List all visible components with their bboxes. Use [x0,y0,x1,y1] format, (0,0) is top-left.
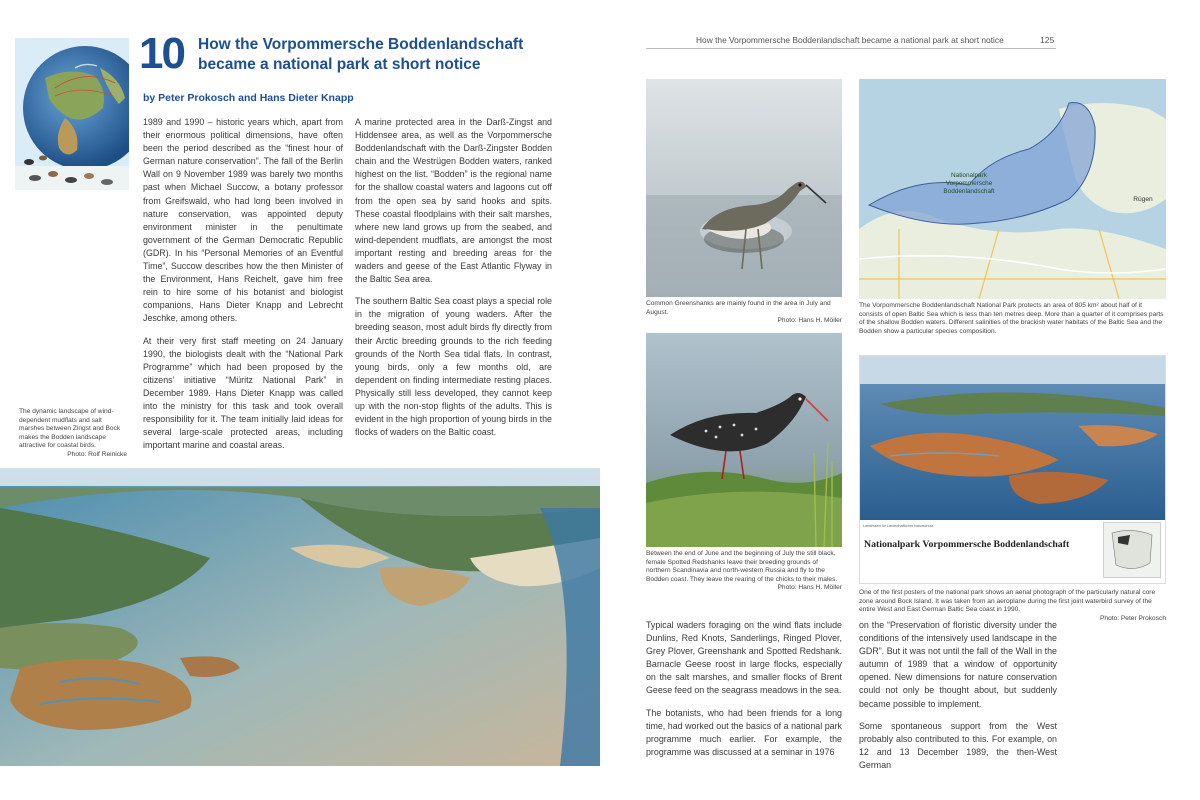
caption-text: The Vorpommersche Boddenlandschaft National Park protects an area of 805 km² about half of it consists of open Baltic Sea which is less than ten metres deep. More than a quarter of it comprises parts of the shallow Bodden waters. Different salinities of the brackish water habitats of the Baltic Sea and the Bodden show a particular species composition. [859,302,1164,335]
poster-title: Nationalpark Vorpommersche Boddenlandschaft [864,539,1070,550]
caption-credit: Photo: Hans H. Möller [777,584,842,592]
chapter-title-line2: became a national park at short notice [198,56,481,73]
chapter-number: 10 [139,29,184,78]
map-label-rugen: Rügen [1133,196,1153,203]
paragraph: Typical waders foraging on the wind flats include Dunlins, Red Knots, Sanderlings, Ringed Plover, Grey Plover, Greenshank and Spotted Redshank. Barnacle Geese roost in large flocks, especially on the salt marshes, and smaller flocks of Brent Geese feed on the seagrass meadows in the sea. [646,620,842,696]
paragraph: The botanists, who had been friends for a long time, had worked out the basics of a national park programme much earlier. For example, the programme was discussed at a seminar in 1976 [646,707,842,757]
caption-text: One of the first posters of the national park shows an aerial photograph of the particularly natural core zone around Bock Island. It was taken from an aeroplane during the first joint waterbird survey of the entire West and East German Baltic Sea coast in 1990. [859,589,1156,614]
caption-text: Between the end of June and the beginning of July the still black, female Spotted Redshanks leave their breeding grounds of northern Scandinavia and north-western Russia and fly to the Bodden coast. They leave the rearing of the chicks to their males. [646,550,838,583]
caption-greenshank [646,300,842,326]
running-header-rule [646,48,1056,49]
page-number: 125 [1040,35,1055,45]
paragraph: on the “Preservation of floristic diversity under the conditions of the intensively used landscape in the GDR”. But it was not until the fall of the Wall in the autumn of 1989 that a window of opportunity opened. New dimensions for nature conservation could not only be thought about, but suddenly became possible to implement. [859,620,1057,709]
caption-spotted-redshank [646,550,842,593]
greenshank-photo [646,79,842,297]
right-page-column-1 [646,619,842,768]
paragraph: Some spontaneous support from the West probably also contributed to this. For example, on 12 and 13 December 1989, the then-West German [859,720,1057,770]
caption-text: The dynamic landscape of wind-dependent mudflats and salt marshes between Zingst and Bock makes the Bodden landscape attractive for coastal birds. [19,408,121,450]
chapter-authors: by Peter Prokosch and Hans Dieter Knapp [143,92,354,104]
running-header-title: How the Vorpommersche Boddenlandschaft became a national park at short notice [696,35,1004,45]
national-park-map [859,79,1166,299]
spotted-redshank-photo [646,333,842,547]
chapter-title-line1: How the Vorpommersche Boddenlandschaft [198,36,524,53]
caption-credit: Photo: Peter Prokosch [1100,614,1166,622]
paragraph: The southern Baltic Sea coast plays a special role in the migration of young waders. After the breeding season, most adult birds fly directly from their Arctic breeding grounds to the rich feeding grounds of the North Sea tidal flats. In contrast, young birds, only a few months old, are dependent on finding intermediate resting places. Physically still less developed, they cannot keep up with the non-stop flights of the adults. This is evident in the high proportion of young birds in the flocks of waders on the Baltic coast. [355,296,552,438]
chapter-title [198,35,523,75]
poster-small-text: Landesamt für Landschaftlicher Naturschutz [863,524,934,528]
left-page-column-2 [355,116,552,448]
left-page-column-1 [143,116,343,461]
map-label-park-line1: Nationalpark [951,172,987,179]
paragraph: At their very first staff meeting on 24 January 1990, the biologists dealt with the “National Park Programme” which had been proposed by the citizens’ initiative “Müritz National Park” in December 1989. Hans Dieter Knapp was called into the ministry for this task and took overall responsibility for it. The team initially laid ideas for several large-scale protected areas, including important marine and coastal areas. [143,335,343,451]
caption-credit: Photo: Hans H. Möller [777,317,842,325]
aerial-photo-bodden-landscape [0,468,600,766]
right-page-column-2 [859,619,1057,781]
caption-map [859,302,1166,336]
paragraph: A marine protected area in the Darß-Zingst and Hiddensee area, as well as the Vorpommersche Boddenlandschaft with the Darß-Zingster Bodden chain and the Westrügen Bodden waters, ranked highest on the list. “Bodden” is the regional name for the shallow coastal waters and lagoons cut off from the open sea by sand hooks and spits. These coastal floodplains with their salt marshes, where new land grows up from the seabed, and wind-dependent mudflats, are amongst the most important resting and breeding areas for the waders and geese of the East Atlantic Flyway in the Baltic Sea area. [355,117,552,285]
national-park-poster [859,355,1166,584]
caption-bodden-landscape [19,408,127,460]
poster-inset-map [1103,522,1161,578]
map-label-park-line2: Vorpommersche [945,180,993,187]
map-label-park-line3: Boddenlandschaft [943,188,995,195]
caption-credit: Photo: Rolf Reinicke [67,450,127,458]
paragraph: 1989 and 1990 – historic years which, apart from their enormous political dimensions, have often been the period described as the “finest hour of German nature conservation”. The fall of the Berlin Wall on 9 November 1989 was barely two months past when Michael Succow, a botany professor from Greifswald, who had long been involved in nature conservation, was appointed deputy environment minister in the penultimate government of the German Democratic Republic (GDR). In his “Personal Memories of an Eventful Time”, Succow describes how the then Minister of the Environment, Hans Reichelt, gave him free rein to hire some of his botanist and biologist companions, Hans Dieter Knapp and Lebrecht Jeschke, among others. [143,117,343,324]
caption-text: Common Greenshanks are mainly found in the area in July and August. [646,300,831,316]
globe-birds-image [15,38,129,190]
